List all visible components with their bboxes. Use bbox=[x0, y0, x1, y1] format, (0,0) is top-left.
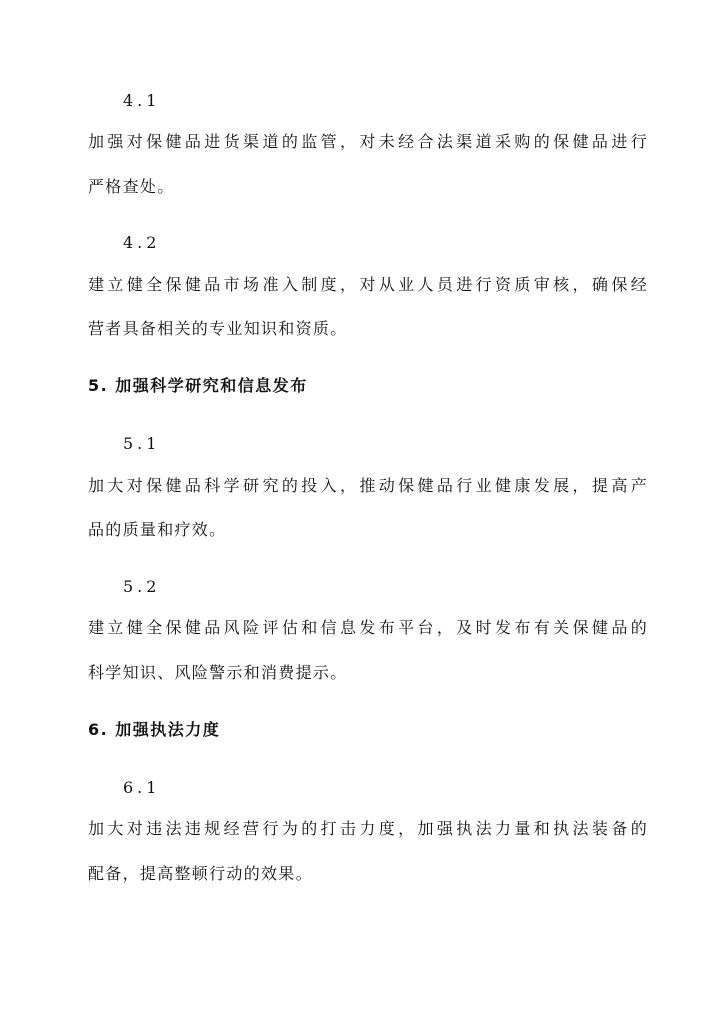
clause-number-6-1: 6.1 bbox=[123, 778, 161, 797]
clause-4-1-text-line-1: 加强对保健品进货渠道的监管，对未经合法渠道采购的保健品进行 bbox=[88, 132, 648, 151]
section-heading-6: 6. 加强执法力度 bbox=[88, 720, 221, 739]
clause-5-2-text-line-2: 科学知识、风险警示和消费提示。 bbox=[88, 663, 348, 682]
clause-5-2-text-line-1: 建立健全保健品风险评估和信息发布平台，及时发布有关保健品的 bbox=[88, 618, 648, 637]
clause-6-1-text-line-2: 配备，提高整顿行动的效果。 bbox=[88, 864, 313, 883]
clause-4-2-text-line-2: 营者具备相关的专业知识和资质。 bbox=[88, 319, 348, 338]
clause-6-1-text-line-1: 加大对违法违规经营行为的打击力度，加强执法力量和执法装备的 bbox=[88, 819, 648, 838]
clause-number-5-1: 5.1 bbox=[123, 434, 161, 453]
clause-5-1-text-line-1: 加大对保健品科学研究的投入，推动保健品行业健康发展，提高产 bbox=[88, 476, 648, 495]
clause-4-2-text-line-1: 建立健全保健品市场准入制度，对从业人员进行资质审核，确保经 bbox=[88, 275, 648, 294]
clause-5-1-text-line-2: 品的质量和疗效。 bbox=[88, 520, 227, 539]
clause-number-4-1: 4.1 bbox=[123, 91, 161, 110]
clause-number-4-2: 4.2 bbox=[123, 233, 161, 252]
clause-4-1-text-line-2: 严格查处。 bbox=[88, 177, 175, 196]
clause-number-5-2: 5.2 bbox=[123, 577, 161, 596]
section-heading-5: 5. 加强科学研究和信息发布 bbox=[88, 376, 308, 395]
